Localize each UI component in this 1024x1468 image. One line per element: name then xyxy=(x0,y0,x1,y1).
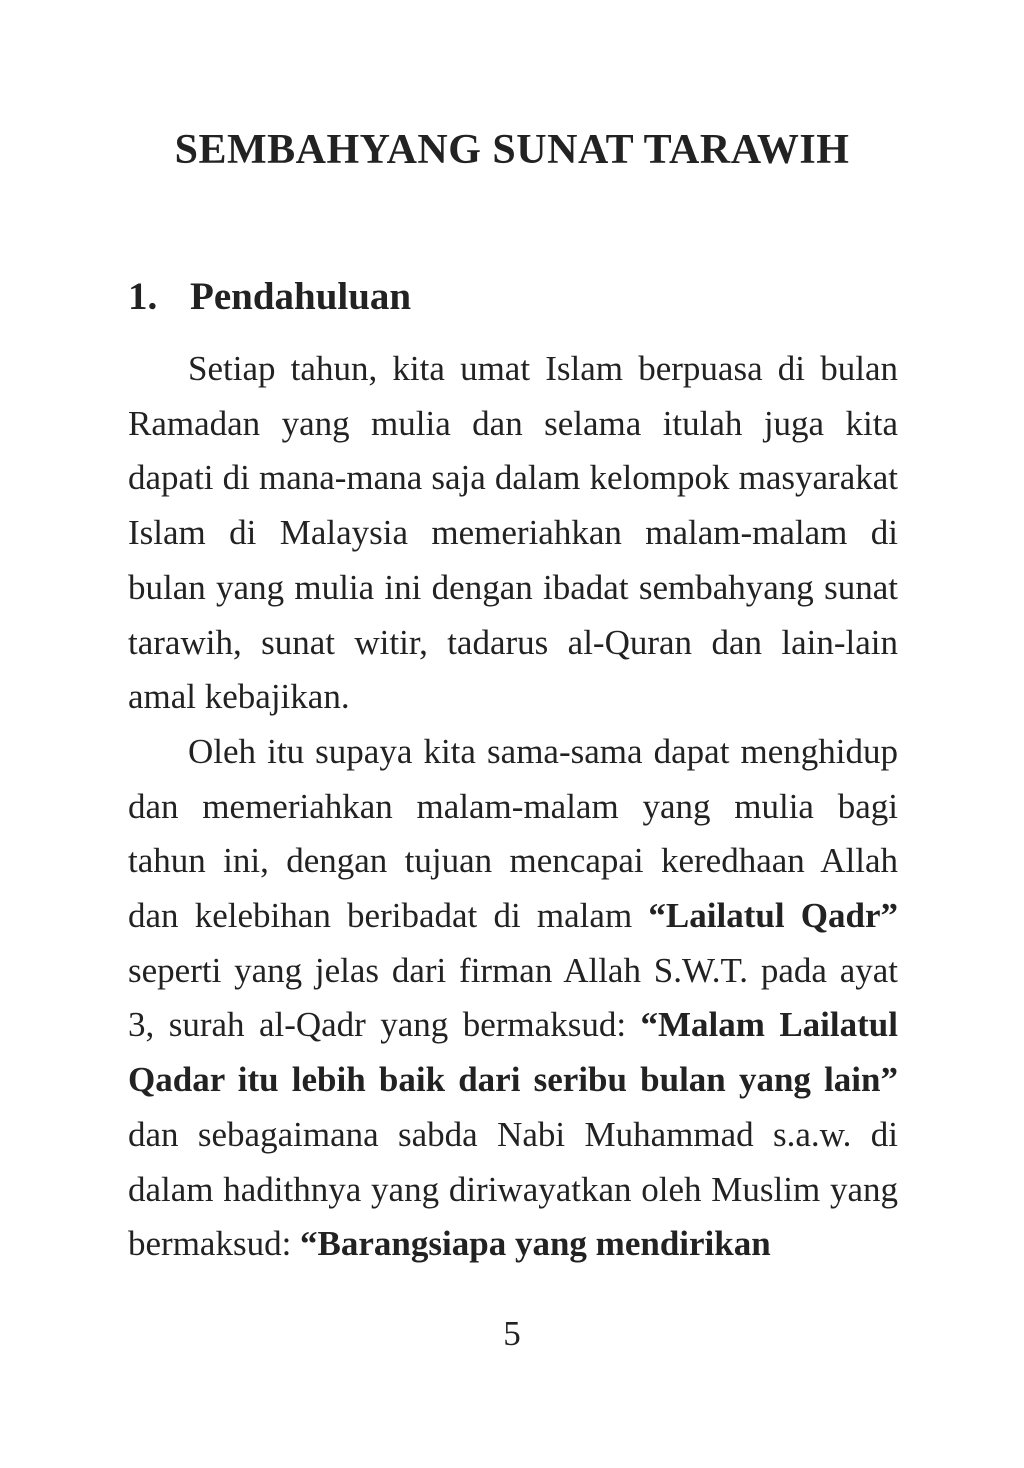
paragraph-2-text-1: Oleh itu supaya kita sama-sama dapat menghidup dan memeriahkan malam-malam yang mulia bagi tahun ini, dengan tujuan mencapai keredhaan Allah dan kelebihan beribadat di malam xyxy=(128,731,898,936)
body-text xyxy=(128,342,898,1272)
hadith-quote-emphasis: “Barangsiapa yang mendirikan xyxy=(300,1224,771,1264)
paragraph-2-text-2: seperti yang jelas dari firman Allah S.W.T. pada ayat 3, surah al-Qadr yang bermaksud: xyxy=(128,950,898,1045)
section-title: Pendahuluan xyxy=(190,275,412,318)
paragraph-1: Setiap tahun, kita umat Islam berpuasa di bulan Ramadan yang mulia dan selama itulah juga kita dapati di mana-mana saja dalam kelompok masyarakat Islam di Malaysia memeriahkan malam-malam di bulan yang mulia ini dengan ibadat sembahyang sunat tarawih, sunat witir, tadarus al-Quran dan lain-lain amal kebajikan. xyxy=(128,349,898,717)
section-number: 1. xyxy=(128,275,158,318)
page-number: 5 xyxy=(503,1314,521,1353)
paragraph-2 xyxy=(128,725,898,1272)
quran-quote-emphasis: “Malam Lailatul Qadar itu lebih baik dari seribu bulan yang lain” xyxy=(128,1005,898,1100)
lailatul-qadr-emphasis: “Lailatul Qadr” xyxy=(648,896,898,936)
chapter-title: SEMBAHYANG SUNAT TARAWIH xyxy=(174,127,850,173)
paragraph-2-text-3: dan sebagaimana sabda Nabi Muhammad s.a.w. di dalam hadithnya yang diriwayatkan oleh Muslim yang bermaksud: xyxy=(128,1114,898,1264)
section-heading xyxy=(128,272,411,322)
